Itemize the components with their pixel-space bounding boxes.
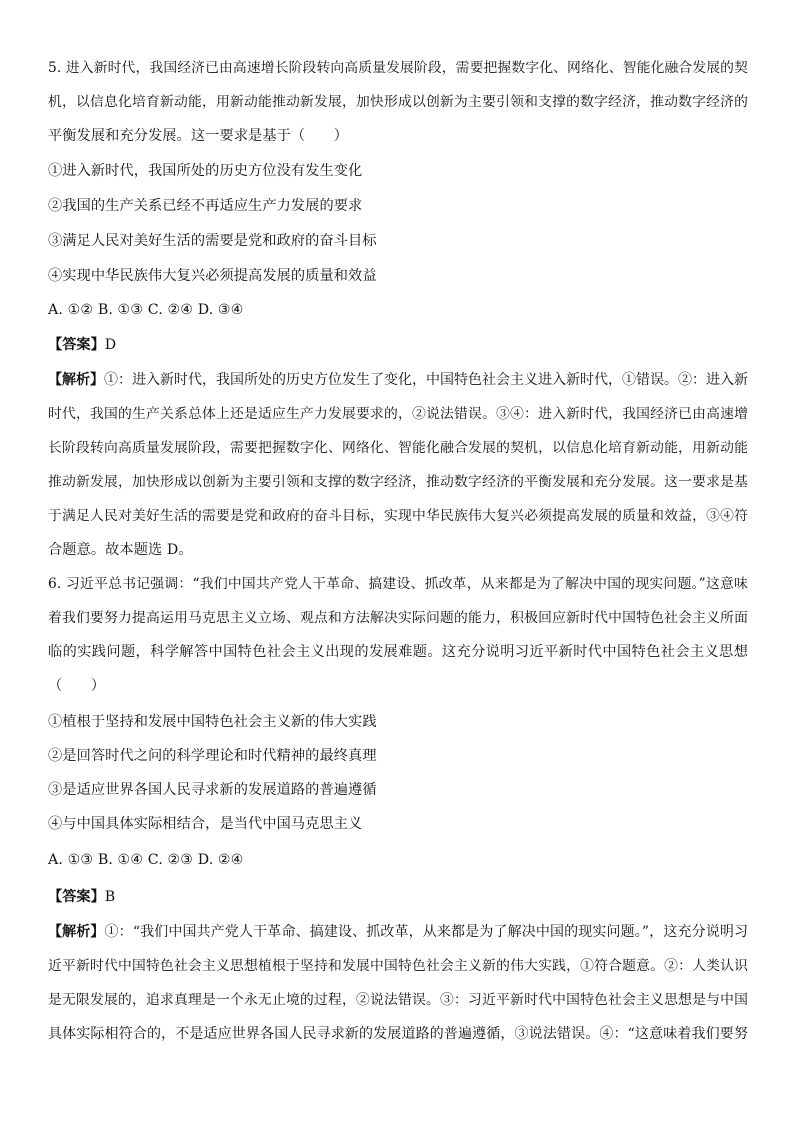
- q6-stem-line-3: 临的实践问题，科学解答中国特色社会主义出现的发展难题。这充分说明习近平新时代中国特色社会主义思想: [48, 644, 748, 660]
- q6-analysis-line-2: 近平新时代中国特色社会主义思想植根于坚持和发展中国特色社会主义新的伟大实践，①符合题意。②：人类认识: [48, 958, 748, 974]
- q5-stem-line-3: 平衡发展和充分发展。这一要求是基于（ ）: [48, 128, 349, 144]
- q5-analysis-line-6: 合题意。故本题选 D。: [48, 542, 193, 558]
- q5-stem-line-1: 5. 进入新时代，我国经济已由高速增长阶段转向高质量发展阶段，需要把握数字化、网络化、智能化融合发展的契: [48, 60, 748, 76]
- q6-option-1: ①植根于坚持和发展中国特色社会主义新的伟大实践: [48, 714, 377, 730]
- q6-analysis-line-1: [48, 922, 748, 942]
- q5-analysis-text-1: ①：进入新时代，我国所处的历史方位发生了变化，中国特色社会主义进入新时代，①错误。②：进入新: [104, 372, 748, 388]
- q6-choices: A. ①③ B. ①④ C. ②③ D. ②④: [48, 852, 244, 868]
- q6-answer: [48, 887, 115, 907]
- q6-analysis-tag: 【解析】: [48, 924, 105, 940]
- q5-choices: A. ①② B. ①③ C. ②④ D. ③④: [48, 302, 244, 318]
- q5-analysis-line-5: 于满足人民对美好生活的需要是党和政府的奋斗目标，实现中华民族伟大复兴必须提高发展的质量和效益，③④符: [48, 508, 748, 524]
- q5-answer-tag: 【答案】: [48, 337, 105, 353]
- q5-analysis-line-2: 时代，我国的生产关系总体上还是适应生产力发展要求的，②说法错误。③④：进入新时代，我国经济已由高速增: [48, 406, 748, 422]
- q6-analysis-line-3: 是无限发展的，追求真理是一个永无止境的过程，②说法错误。③：习近平新时代中国特色社会主义思想是与中国: [48, 992, 748, 1008]
- q5-answer-value: D: [104, 337, 117, 353]
- q6-option-4: ④与中国具体实际相结合，是当代中国马克思主义: [48, 816, 363, 832]
- q5-stem-line-2: 机，以信息化培育新动能，用新动能推动新发展，加快形成以创新为主要引领和支撑的数字经济，推动数字经济的: [48, 94, 748, 110]
- q6-answer-value: B: [104, 889, 116, 905]
- q6-analysis-line-4: 具体实际相符合的，不是适应世界各国人民寻求新的发展道路的普遍遵循，③说法错误。④：“这意味着我们要努: [48, 1026, 748, 1042]
- q5-option-2: ②我国的生产关系已经不再适应生产力发展的要求: [48, 198, 363, 214]
- q5-option-3: ③满足人民对美好生活的需要是党和政府的奋斗目标: [48, 233, 377, 249]
- q5-analysis-tag: 【解析】: [48, 372, 104, 388]
- q6-option-2: ②是回答时代之问的科学理论和时代精神的最终真理: [48, 748, 377, 764]
- q5-option-4: ④实现中华民族伟大复兴必须提高发展的质量和效益: [48, 268, 377, 284]
- q6-stem-line-2: 着我们要努力提高运用马克思主义立场、观点和方法解决实际问题的能力，积极回应新时代中国特色社会主义所面: [48, 610, 748, 626]
- q6-stem-line-4: （ ）: [48, 678, 106, 694]
- q6-analysis-text-1: ①：“我们中国共产党人干革命、搞建设、抓改革，从来都是为了解决中国的现实问题。”，这充分说明习: [104, 924, 749, 940]
- q6-option-3: ③是适应世界各国人民寻求新的发展道路的普遍遵循: [48, 782, 377, 798]
- q5-analysis-line-1: [48, 370, 748, 390]
- q5-answer: [48, 335, 116, 355]
- q6-stem-line-1: 6. 习近平总书记强调：“我们中国共产党人干革命、搞建设、抓改革，从来都是为了解决中国的现实问题。”这意味: [48, 576, 748, 592]
- q5-option-1: ①进入新时代，我国所处的历史方位没有发生变化: [48, 163, 363, 179]
- q5-analysis-line-3: 长阶段转向高质量发展阶段，需要把握数字化、网络化、智能化融合发展的契机，以信息化培育新动能，用新动能: [48, 440, 748, 456]
- q5-analysis-line-4: 推动新发展，加快形成以创新为主要引领和支撑的数字经济，推动数字经济的平衡发展和充分发展。这一要求是基: [48, 474, 748, 490]
- q6-answer-tag: 【答案】: [48, 889, 105, 905]
